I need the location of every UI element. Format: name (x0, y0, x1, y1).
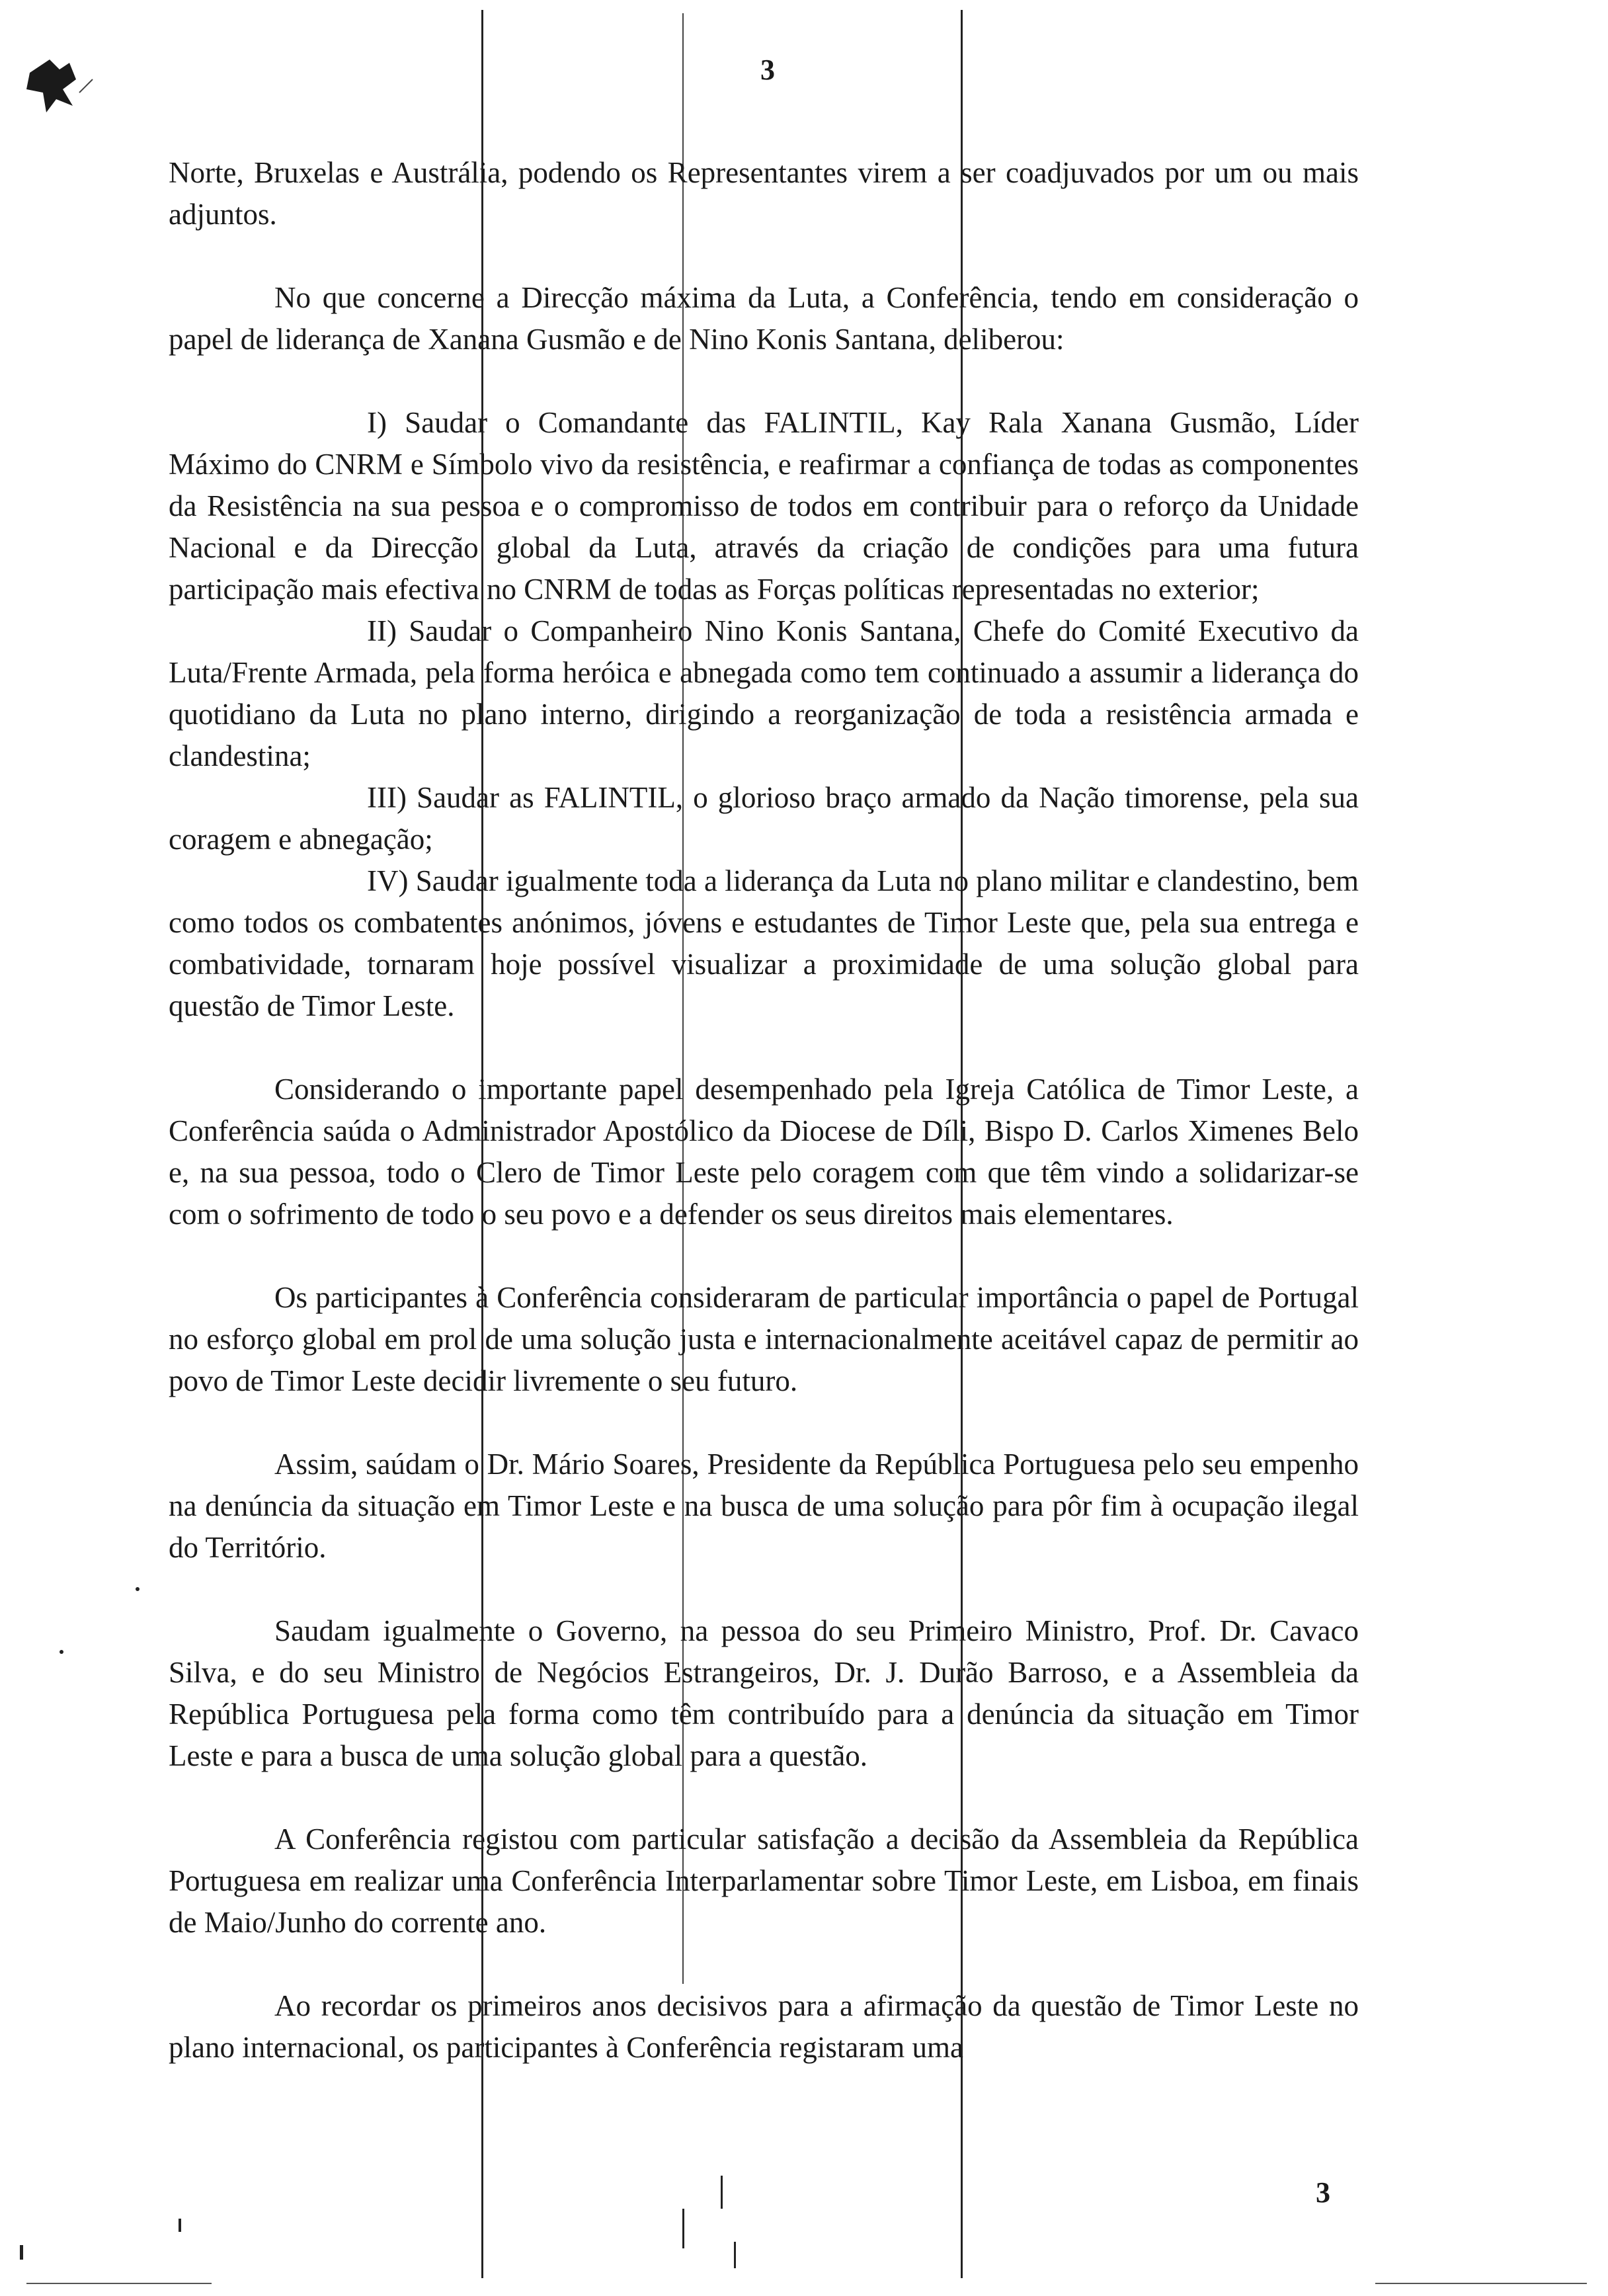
scan-speck (721, 2176, 723, 2209)
paragraph-president: Assim, saúdam o Dr. Mário Soares, Presidente da República Portuguesa pelo seu empenho na denúncia da situação em Timor Leste e na busca de uma solução para pôr fim à ocupação ilegal do Território. (169, 1448, 1359, 1564)
page-number-top: 3 (760, 54, 775, 86)
paragraph-continuation: Norte, Bruxelas e Austrália, podendo os Representantes virem a ser coadjuvados por um ou mais adjuntos. (169, 156, 1359, 231)
document-body (169, 152, 1359, 2069)
scan-speck (179, 2219, 181, 2232)
scan-speck (20, 2245, 23, 2260)
paragraph-church: Considerando o importante papel desempenhado pela Igreja Católica de Timor Leste, a Conferência saúda o Administrador Apostólico da Diocese de Díli, Bispo D. Carlos Ximenes Belo e, na sua pessoa, todo o Clero de Timor Leste pelo coragem com que têm vindo a solidarizar-se com o sofrimento de todo o seu povo e a defender os seus direitos mais elementares. (169, 1073, 1359, 1231)
scan-speck (682, 2209, 684, 2248)
handwritten-mark-icon (23, 53, 96, 119)
scan-speck (734, 2242, 736, 2268)
scan-edge-line (1375, 2283, 1587, 2284)
list-item-iii: III) Saudar as FALINTIL, o glorioso braço armado da Nação timorense, pela sua coragem e abnegação; (169, 781, 1359, 856)
scan-speck (60, 1650, 63, 1654)
list-item-i: I) Saudar o Comandante das FALINTIL, Kay Rala Xanana Gusmão, Líder Máximo do CNRM e Símbolo vivo da resistência, e reafirmar a confiança de todas as componentes da Resistência na sua pessoa e o compromisso de todos em contribuir para o reforço da Unidade Nacional e da Direcção global da Luta, através da criação de condições para uma futura participação mais efectiva no CNRM de todas as Forças políticas representadas no exterior; (169, 406, 1359, 606)
scan-edge-line (26, 2283, 212, 2284)
paragraph-early-years: Ao recordar os primeiros anos decisivos para a afirmação da questão de Timor Leste no plano internacional, os participantes à Conferência registaram uma (169, 1989, 1359, 2064)
paragraph-assembly: A Conferência registou com particular satisfação a decisão da Assembleia da República Portuguesa em realizar uma Conferência Interparlamentar sobre Timor Leste, em Lisboa, em finais de Maio/Junho do corrente ano. (169, 1823, 1359, 1939)
list-item-ii: II) Saudar o Companheiro Nino Konis Santana, Chefe do Comité Executivo da Luta/Frente Armada, pela forma heróica e abnegada como tem continuado a assumir a liderança do quotidiano da Luta no plano interno, dirigindo a reorganização de toda a resistência armada e clandestina; (169, 614, 1359, 772)
page-number-bottom: 3 (1316, 2176, 1330, 2209)
paragraph-direction: No que concerne a Direcção máxima da Luta, a Conferência, tendo em consideração o papel de liderança de Xanana Gusmão e de Nino Konis Santana, deliberou: (169, 281, 1359, 356)
list-item-iv: IV) Saudar igualmente toda a liderança da Luta no plano militar e clandestino, bem como todos os combatentes anónimos, jóvens e estudantes de Timor Leste que, pela sua entrega e combatividade, tornaram hoje possível visualizar a proximidade de uma solução global para questão de Timor Leste. (169, 864, 1359, 1022)
paragraph-government: Saudam igualmente o Governo, na pessoa do seu Primeiro Ministro, Prof. Dr. Cavaco Silva, e do seu Ministro de Negócios Estrangeiros, Dr. J. Durão Barroso, e a Assembleia da República Portuguesa pela forma como têm contribuído para a denúncia da situação em Timor Leste e para a busca de uma solução global para a questão. (169, 1614, 1359, 1772)
paragraph-portugal: Os participantes à Conferência consideraram de particular importância o papel de Portugal no esforço global em prol de uma solução justa e internacionalmente aceitável capaz de permitir ao povo de Timor Leste decidir livremente o seu futuro. (169, 1281, 1359, 1397)
scan-speck (136, 1587, 140, 1591)
